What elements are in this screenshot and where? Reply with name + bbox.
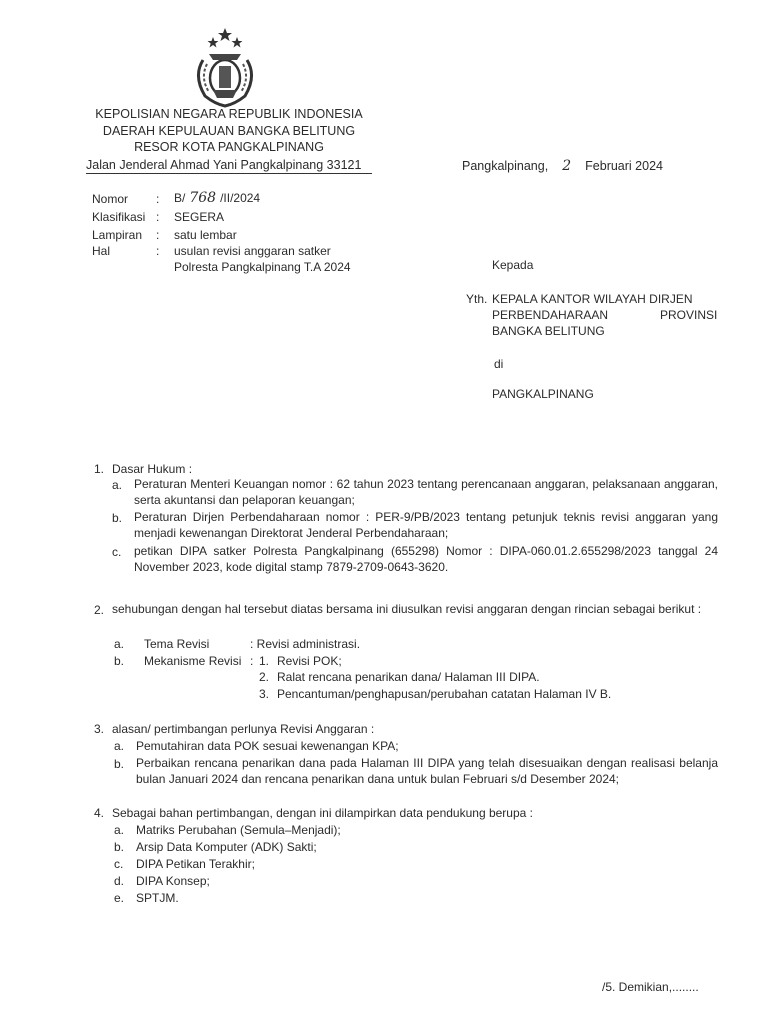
section2-number: 2.: [94, 603, 105, 617]
section1-item-a-text: Peraturan Menteri Keuangan nomor : 62 tahun 2023 tentang perencanaan anggaran, pelaksanaan anggaran, serta akuntansi dan pelaporan keuangan;: [134, 477, 718, 507]
continuation-marker: /5. Demikian,........: [602, 980, 699, 994]
section2-intro: sehubungan dengan hal tersebut diatas bersama ini diusulkan revisi anggaran dengan rincian sebagai berikut :: [112, 602, 702, 616]
date-month-year: Februari 2024: [585, 159, 663, 173]
recipient-line-2b: PROVINSI: [660, 308, 718, 322]
header-line-2: DAERAH KEPULAUAN BANGKA BELITUNG: [102, 124, 356, 138]
hal-value-2: Polresta Pangkalpinang T.A 2024: [174, 260, 351, 274]
mekanisme-2-text: Ralat rencana penarikan dana/ Halaman III DIPA.: [277, 670, 540, 684]
section3-title: alasan/ pertimbangan perlunya Revisi Anggaran :: [112, 722, 375, 736]
section4-title: Sebagai bahan pertimbangan, dengan ini dilampirkan data pendukung berupa :: [112, 806, 533, 820]
section1-number: 1.: [94, 462, 105, 476]
header-line-1: KEPOLISIAN NEGARA REPUBLIK INDONESIA: [95, 107, 363, 121]
lampiran-value: satu lembar: [174, 228, 237, 242]
hal-colon: :: [156, 244, 160, 258]
lampiran-label: Lampiran: [92, 228, 143, 242]
lampiran-colon: :: [156, 228, 160, 242]
mekanisme-1-num: 1.: [259, 654, 270, 668]
section2-b-label: Mekanisme Revisi: [144, 654, 242, 668]
recipient-line-3: BANGKA BELITUNG: [492, 324, 605, 338]
section4-item-c-text: DIPA Petikan Terakhir;: [136, 857, 255, 871]
section3-number: 3.: [94, 722, 105, 736]
section3-item-a-letter: a.: [114, 739, 125, 753]
section1-title: Dasar Hukum :: [112, 462, 193, 476]
section4-item-a-letter: a.: [114, 823, 125, 837]
section1-item-c-letter: c.: [112, 545, 122, 559]
nomor-colon: :: [156, 192, 160, 206]
section2-b-letter: b.: [114, 654, 125, 668]
section1-item-b-text: Peraturan Dirjen Perbendaharaan nomor : PER-9/PB/2023 tentang petunjuk teknis revisi anggaran yang menjadi kewenangan Direktorat Jenderal Perbendaharaan;: [134, 510, 718, 540]
kepada-label: Kepada: [492, 258, 534, 272]
letter-date: [462, 158, 663, 174]
section2-b-colon: :: [250, 654, 254, 668]
section4-number: 4.: [94, 806, 105, 820]
recipient-line-1: KEPALA KANTOR WILAYAH DIRJEN: [492, 292, 693, 306]
klasifikasi-value: SEGERA: [174, 210, 225, 224]
section1-item-a-letter: a.: [112, 478, 123, 492]
mekanisme-3-num: 3.: [259, 687, 270, 701]
section4-item-d-text: DIPA Konsep;: [136, 874, 210, 888]
section4-item-e-letter: e.: [114, 891, 125, 905]
header-address: Jalan Jenderal Ahmad Yani Pangkalpinang 33121: [86, 158, 372, 174]
section2-a-label: Tema Revisi: [144, 637, 210, 651]
klasifikasi-colon: :: [156, 210, 160, 224]
yth-label: Yth.: [466, 292, 488, 306]
section2-a-value: : Revisi administrasi.: [250, 637, 361, 651]
section4-item-b-text: Arsip Data Komputer (ADK) Sakti;: [136, 840, 317, 854]
mekanisme-2-num: 2.: [259, 670, 270, 684]
section4-item-a-text: Matriks Perubahan (Semula–Menjadi);: [136, 823, 341, 837]
section3-item-a-text: Pemutahiran data POK sesuai kewenangan KPA;: [136, 739, 399, 753]
recipient-line-2a: PERBENDAHARAAN: [492, 308, 609, 322]
recipient-di: di: [494, 357, 504, 371]
section4-item-d-letter: d.: [114, 874, 125, 888]
nomor-handwritten: 768: [189, 190, 217, 206]
section2-a-letter: a.: [114, 637, 125, 651]
section3-item-b-letter: b.: [114, 757, 125, 771]
section4-item-e-text: SPTJM.: [136, 891, 179, 905]
date-day: 2: [562, 158, 572, 174]
section1-item-c-text: petikan DIPA satker Polresta Pangkalpinang (655298) Nomor : DIPA-060.01.2.655298/2023 tanggal 24 November 2023, kode digital stamp 7879-2709-0643-3620.: [134, 544, 718, 574]
nomor-label: Nomor: [92, 192, 129, 206]
police-emblem-icon: [183, 26, 267, 110]
mekanisme-1-text: Revisi POK;: [277, 654, 342, 668]
mekanisme-3-text: Pencantuman/penghapusan/perubahan catatan Halaman IV B.: [277, 687, 612, 701]
klasifikasi-label: Klasifikasi: [92, 210, 146, 224]
nomor-value: B/ 768 /II/2024: [174, 190, 261, 206]
section3-item-b-text: Perbaikan rencana penarikan dana pada Halaman III DIPA yang telah disesuaikan dengan realisasi belanja bulan Januari 2024 dan rencana penarikan dana untuk bulan Februari s/d Desember 2024;: [136, 756, 718, 786]
hal-value-1: usulan revisi anggaran satker: [174, 244, 331, 258]
recipient-city: PANGKALPINANG: [492, 387, 594, 401]
header-line-3: RESOR KOTA PANGKALPINANG: [134, 140, 324, 154]
hal-label: Hal: [92, 244, 111, 258]
section4-item-c-letter: c.: [114, 857, 124, 871]
section4-item-b-letter: b.: [114, 840, 125, 854]
section1-item-b-letter: b.: [112, 511, 123, 525]
date-city: Pangkalpinang,: [462, 159, 549, 173]
